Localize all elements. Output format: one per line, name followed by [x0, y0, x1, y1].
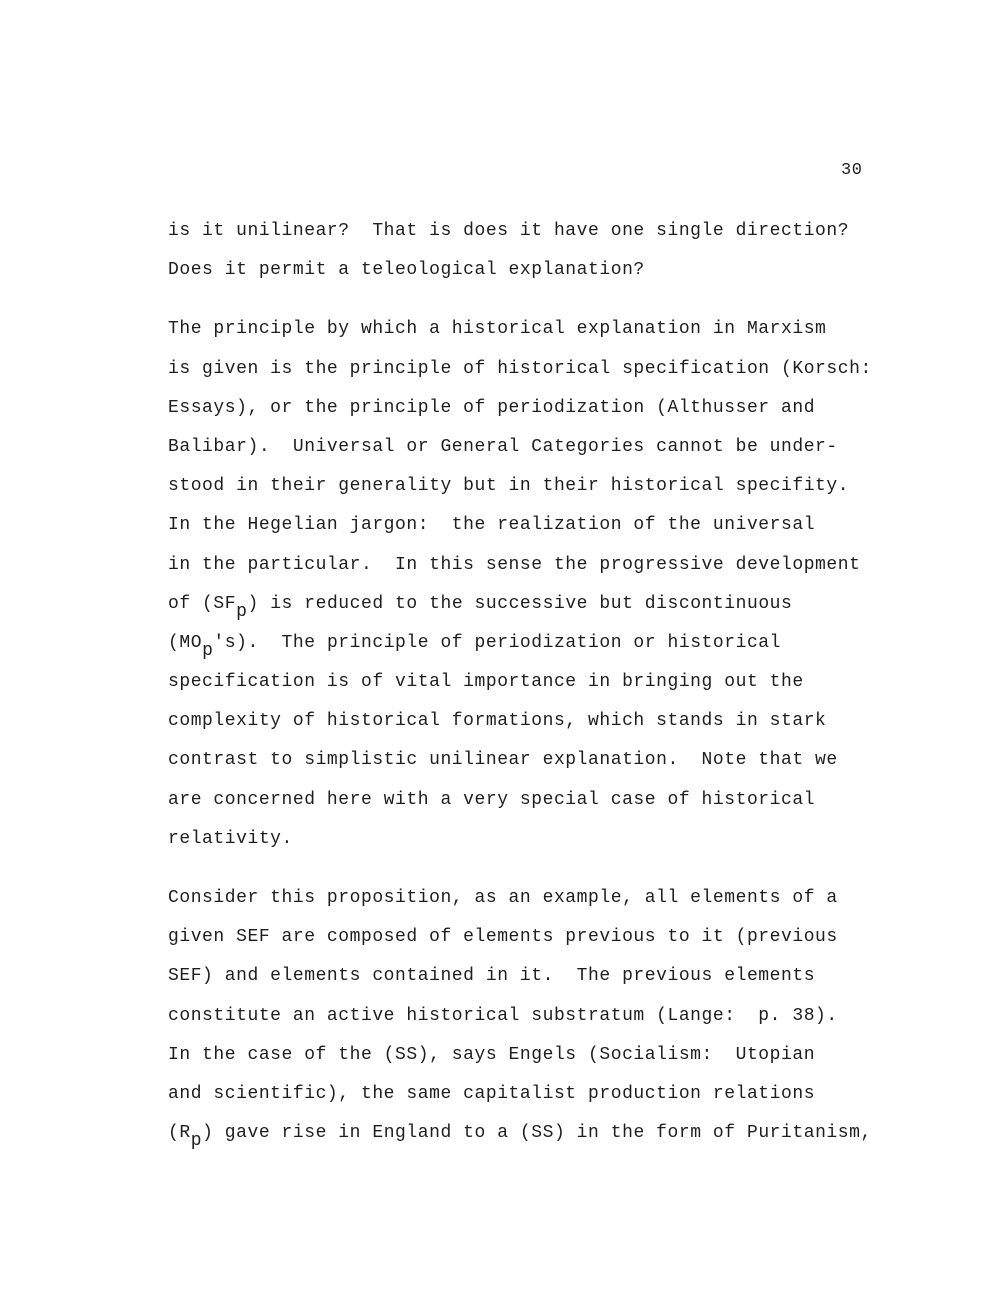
text-line	[168, 1075, 948, 1114]
text-line	[168, 663, 948, 702]
paragraph	[168, 879, 948, 1153]
subscript: p	[202, 640, 214, 661]
text-segment: In the Hegelian jargon: the realization of the universal	[168, 515, 816, 536]
paragraph	[168, 310, 948, 859]
text-line	[168, 310, 948, 349]
text-segment: is it unilinear? That is does it have one single direction?	[168, 221, 850, 241]
text-line	[168, 781, 948, 820]
text-segment: SEF) and elements contained in it. The previous elements	[168, 966, 816, 987]
text-line	[168, 624, 948, 663]
text-line	[168, 389, 948, 428]
text-line	[168, 997, 948, 1036]
paragraph-gap	[168, 290, 948, 310]
text-line	[168, 820, 948, 859]
text-line	[168, 350, 948, 389]
text-segment: specification is of vital importance in bringing out the	[168, 672, 804, 693]
text-segment: (R	[168, 1123, 191, 1144]
text-segment: Consider this proposition, as an example, all elements of a	[168, 888, 838, 908]
text-segment: (MO	[168, 632, 203, 653]
page-number: 30	[841, 161, 863, 180]
subscript: p	[190, 1131, 203, 1152]
text-segment: are concerned here with a very special case of historical	[168, 789, 816, 810]
text-segment: contrast to simplistic unilinear explanation. Note that we	[168, 750, 838, 771]
text-segment: Balibar). Universal or General Categories cannot be under-	[168, 436, 838, 457]
text-segment: Does it permit a teleological explanation?	[168, 260, 645, 281]
text-line	[168, 741, 948, 780]
text-line	[168, 1114, 948, 1153]
text-line	[168, 212, 948, 251]
text-line	[168, 506, 948, 545]
text-line	[168, 1036, 948, 1075]
text-line	[168, 467, 948, 506]
text-segment: Essays), or the principle of periodization (Althusser and	[168, 397, 816, 418]
text-segment: and scientific), the same capitalist production relations	[168, 1083, 816, 1104]
text-segment: given SEF are composed of elements previous to it (previous	[168, 927, 838, 948]
text-segment: of (SF	[168, 593, 237, 614]
text-segment: ) is reduced to the successive but discontinuous	[247, 593, 793, 614]
text-line	[168, 251, 948, 290]
text-segment: In the case of the (SS), says Engels (Socialism: Utopian	[168, 1044, 816, 1065]
text-line	[168, 546, 948, 585]
paragraph-gap	[168, 859, 948, 879]
paragraph	[168, 212, 948, 290]
text-line	[168, 585, 948, 624]
text-line	[168, 428, 948, 467]
text-segment: relativity.	[168, 828, 293, 849]
text-segment: ) gave rise in England to a (SS) in the form of Puritanism,	[202, 1123, 872, 1144]
text-segment: in the particular. In this sense the progressive development	[168, 554, 861, 575]
text-segment: is given is the principle of historical specification (Korsch:	[168, 358, 872, 379]
text-segment: 's). The principle of periodization or historical	[213, 632, 782, 653]
subscript: p	[236, 601, 248, 622]
text-segment: stood in their generality but in their historical specifity.	[168, 476, 850, 497]
text-line	[168, 702, 948, 741]
body-text	[168, 212, 948, 1153]
text-segment: The principle by which a historical explanation in Marxism	[168, 319, 827, 340]
text-line	[168, 957, 948, 996]
text-segment: constitute an active historical substratum (Lange: p. 38).	[168, 1005, 838, 1026]
text-line	[168, 918, 948, 957]
text-segment: complexity of historical formations, which stands in stark	[168, 711, 827, 732]
text-line	[168, 879, 948, 918]
